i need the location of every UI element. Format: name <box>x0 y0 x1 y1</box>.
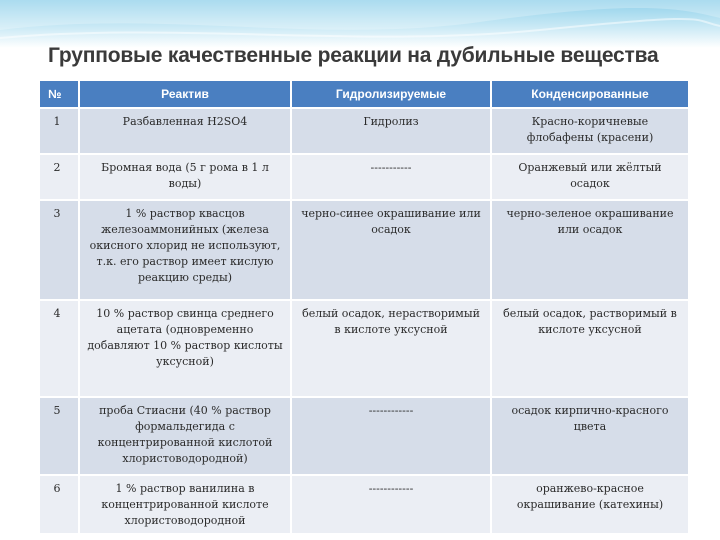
hydrolyzable-cell: ------------ <box>292 476 490 533</box>
reagent-cell: проба Стиасни (40 % раствор формальдегида с концентрированной кислотой хлористоводородной) <box>80 398 290 474</box>
row-number: 1 <box>40 109 78 153</box>
hydrolyzable-cell: черно-синее окрашивание или осадок <box>292 201 490 299</box>
reagent-cell: 1 % раствор ванилина в концентрированной кислоте хлористоводородной <box>80 476 290 533</box>
reagent-cell: 1 % раствор квасцов железоаммонийных (железа окисного хлорид не используют, т.к. его раствор имеет кислую реакцию среды) <box>80 201 290 299</box>
condensed-cell: белый осадок, растворимый в кислоте уксусной <box>492 301 688 396</box>
hydrolyzable-cell: ------------ <box>292 398 490 474</box>
table-row <box>40 109 688 153</box>
reagent-cell: 10 % раствор свинца среднего ацетата (одновременно добавляют 10 % раствор кислоты уксусной) <box>80 301 290 396</box>
row-number: 6 <box>40 476 78 533</box>
decorative-header-band <box>0 0 720 48</box>
condensed-cell: черно-зеленое окрашивание или осадок <box>492 201 688 299</box>
condensed-cell: оранжево-красное окрашивание (катехины) <box>492 476 688 533</box>
column-header-reagent: Реактив <box>80 81 290 107</box>
column-header-number: № <box>40 81 78 107</box>
table-row <box>40 201 688 299</box>
reagent-cell: Разбавленная H2SO4 <box>80 109 290 153</box>
row-number: 2 <box>40 155 78 199</box>
column-header-hydrolyzable: Гидролизируемые <box>292 81 490 107</box>
condensed-cell: Красно-коричневые флобафены (красени) <box>492 109 688 153</box>
condensed-cell: осадок кирпично-красного цвета <box>492 398 688 474</box>
table-header-row <box>40 81 688 107</box>
table-row <box>40 301 688 396</box>
table-row <box>40 398 688 474</box>
table-row <box>40 476 688 533</box>
row-number: 3 <box>40 201 78 299</box>
hydrolyzable-cell: белый осадок, нерастворимый в кислоте уксусной <box>292 301 490 396</box>
row-number: 5 <box>40 398 78 474</box>
hydrolyzable-cell: ----------- <box>292 155 490 199</box>
condensed-cell: Оранжевый или жёлтый осадок <box>492 155 688 199</box>
hydrolyzable-cell: Гидролиз <box>292 109 490 153</box>
table-row <box>40 155 688 199</box>
reagent-cell: Бромная вода (5 г рома в 1 л воды) <box>80 155 290 199</box>
reactions-table <box>38 79 690 535</box>
column-header-condensed: Конденсированные <box>492 81 688 107</box>
wave-decoration <box>0 0 720 48</box>
row-number: 4 <box>40 301 78 396</box>
slide-title: Групповые качественные реакции на дубильные вещества <box>48 44 659 67</box>
